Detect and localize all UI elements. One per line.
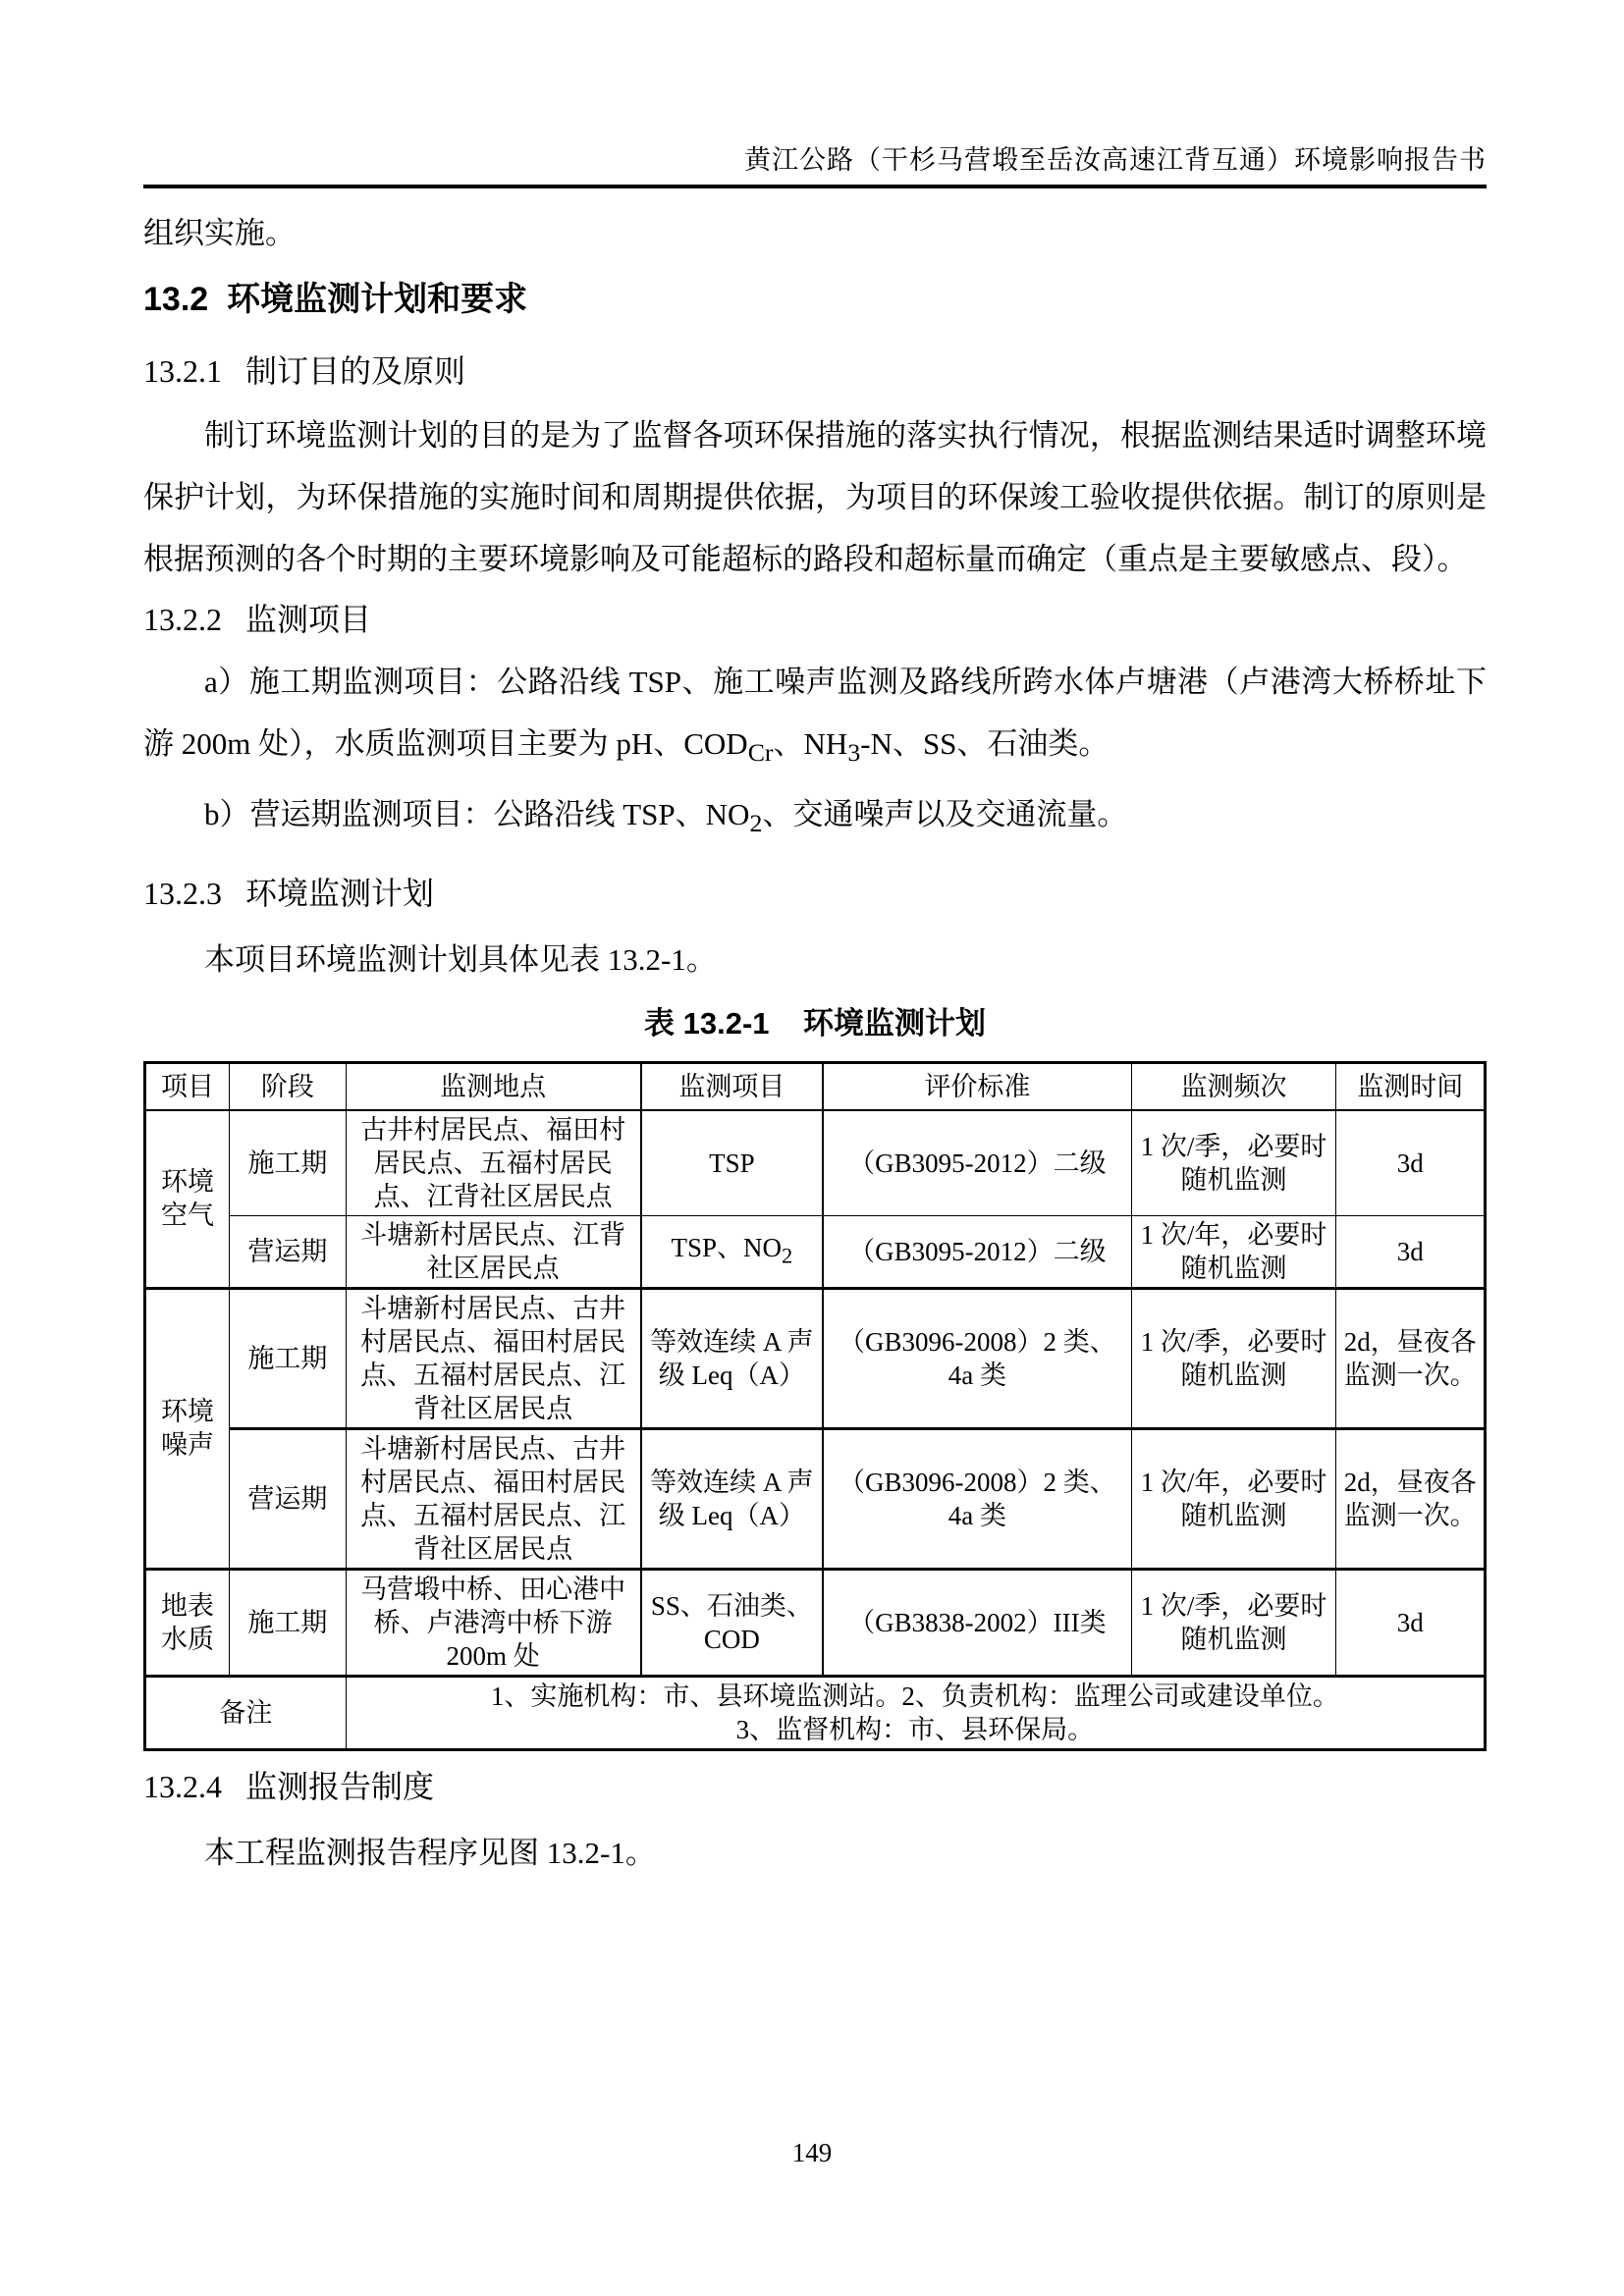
cell-phase: 施工期 xyxy=(229,1288,346,1428)
cell-standard: （GB3838-2002）III类 xyxy=(823,1569,1131,1676)
cell-location: 斗塘新村居民点、江背社区居民点 xyxy=(346,1215,640,1288)
cell-phase: 营运期 xyxy=(229,1428,346,1569)
page-content xyxy=(143,0,1487,1884)
monitoring-plan-table xyxy=(143,1061,1487,1751)
cell-standard: （GB3096-2008）2 类、4a 类 xyxy=(823,1288,1131,1428)
heading-13-2-1: 13.2.1 制订目的及原则 xyxy=(143,353,466,389)
lead-line: 组织实施。 xyxy=(143,216,296,250)
paragraph-item-b: b）营运期监测项目：公路沿线 TSP、$NO_2$、交通噪声以及交通流量。 xyxy=(204,797,1128,838)
note-label-cell: 备注 xyxy=(145,1676,347,1749)
paragraph-item-a: a）施工期监测项目：公路沿线 TSP、施工噪声监测及路线所跨水体卢塘港（卢港湾大桥桥址下游 200m 处），水质监测项目主要为 pH、$COD_{Cr}$、$NH_3-N$、SS、石油类。 xyxy=(143,665,1487,768)
cell-frequency: 1 次/季，必要时随机监测 xyxy=(1131,1288,1336,1428)
cell-frequency: 1 次/年，必要时随机监测 xyxy=(1131,1428,1336,1569)
cell-duration: 3d xyxy=(1336,1569,1486,1676)
table-header-row xyxy=(145,1063,1486,1110)
cell-item: SS、石油类、COD xyxy=(641,1569,824,1676)
col-header-frequency: 监测频次 xyxy=(1131,1063,1336,1110)
table-row xyxy=(145,1215,1486,1288)
cell-frequency: 1 次/季，必要时随机监测 xyxy=(1131,1569,1336,1676)
table-note-row xyxy=(145,1676,1486,1749)
cell-standard: （GB3095-2012）二级 xyxy=(823,1215,1131,1288)
paragraph-13-2-4: 本工程监测报告程序见图 13.2-1。 xyxy=(204,1835,656,1870)
cell-category: 环境空气 xyxy=(145,1110,230,1289)
table-row xyxy=(145,1110,1486,1216)
cell-standard: （GB3096-2008）2 类、4a 类 xyxy=(823,1428,1131,1569)
note-line-2: 3、监督机构：市、县环保局。 xyxy=(735,1714,1095,1744)
col-header-duration: 监测时间 xyxy=(1336,1063,1486,1110)
note-line-1: 1、实施机构：市、县环境监测站。2、负责机构：监理公司或建设单位。 xyxy=(490,1681,1339,1711)
header-rule xyxy=(143,185,1487,188)
table-row xyxy=(145,1288,1486,1428)
cell-category: 地表水质 xyxy=(145,1569,230,1676)
col-header-location: 监测地点 xyxy=(346,1063,640,1110)
cell-duration: 2d，昼夜各监测一次。 xyxy=(1336,1428,1486,1569)
table-row xyxy=(145,1428,1486,1569)
cell-phase: 施工期 xyxy=(229,1110,346,1216)
paragraph-13-2-3: 本项目环境监测计划具体见表 13.2-1。 xyxy=(204,942,717,978)
cell-duration: 3d xyxy=(1336,1215,1486,1288)
table-caption: 表 13.2-1 环境监测计划 xyxy=(644,1006,986,1041)
cell-item: 等效连续 A 声级 Leq（A） xyxy=(641,1428,824,1569)
cell-duration: 3d xyxy=(1336,1110,1486,1216)
cell-item: 等效连续 A 声级 Leq（A） xyxy=(641,1288,824,1428)
cell-location: 斗塘新村居民点、古井村居民点、福田村居民点、五福村居民点、江背社区居民点 xyxy=(346,1428,640,1569)
cell-item: TSP、$NO_2$ xyxy=(641,1215,824,1288)
col-header-category: 项目 xyxy=(145,1063,230,1110)
col-header-item: 监测项目 xyxy=(641,1063,824,1110)
col-header-standard: 评价标准 xyxy=(823,1063,1131,1110)
col-header-phase: 阶段 xyxy=(229,1063,346,1110)
table-row xyxy=(145,1569,1486,1676)
running-header: 黄江公路（干杉马营塅至岳汝高速江背互通）环境影响报告书 xyxy=(744,145,1487,175)
cell-location: 马营塅中桥、田心港中桥、卢港湾中桥下游 200m 处 xyxy=(346,1569,640,1676)
heading-13-2: 13.2 环境监测计划和要求 xyxy=(143,281,528,318)
paragraph-13-2-1: 制订环境监测计划的目的是为了监督各项环保措施的落实执行情况，根据监测结果适时调整环境保护计划，为环保措施的实施时间和周期提供依据，为项目的环保竣工验收提供依据。制订的原则是根据预测的各个时期的主要环境影响及可能超标的路段和超标量而确定（重点是主要敏感点、段）。 xyxy=(143,418,1487,576)
cell-phase: 施工期 xyxy=(229,1569,346,1676)
page-number: 149 xyxy=(791,2138,833,2167)
cell-item: TSP xyxy=(641,1110,824,1216)
heading-13-2-4: 13.2.4 监测报告制度 xyxy=(143,1768,435,1804)
cell-duration: 2d，昼夜各监测一次。 xyxy=(1336,1288,1486,1428)
cell-standard: （GB3095-2012）二级 xyxy=(823,1110,1131,1216)
cell-category: 环境噪声 xyxy=(145,1288,230,1569)
cell-phase: 营运期 xyxy=(229,1215,346,1288)
heading-13-2-3: 13.2.3 环境监测计划 xyxy=(143,876,435,912)
heading-13-2-2: 13.2.2 监测项目 xyxy=(143,602,372,637)
cell-frequency: 1 次/季，必要时随机监测 xyxy=(1131,1110,1336,1216)
cell-frequency: 1 次/年，必要时随机监测 xyxy=(1131,1215,1336,1288)
cell-location: 古井村居民点、福田村居民点、五福村居民点、江背社区居民点 xyxy=(346,1110,640,1216)
note-content-cell xyxy=(346,1676,1485,1749)
cell-location: 斗塘新村居民点、古井村居民点、福田村居民点、五福村居民点、江背社区居民点 xyxy=(346,1288,640,1428)
